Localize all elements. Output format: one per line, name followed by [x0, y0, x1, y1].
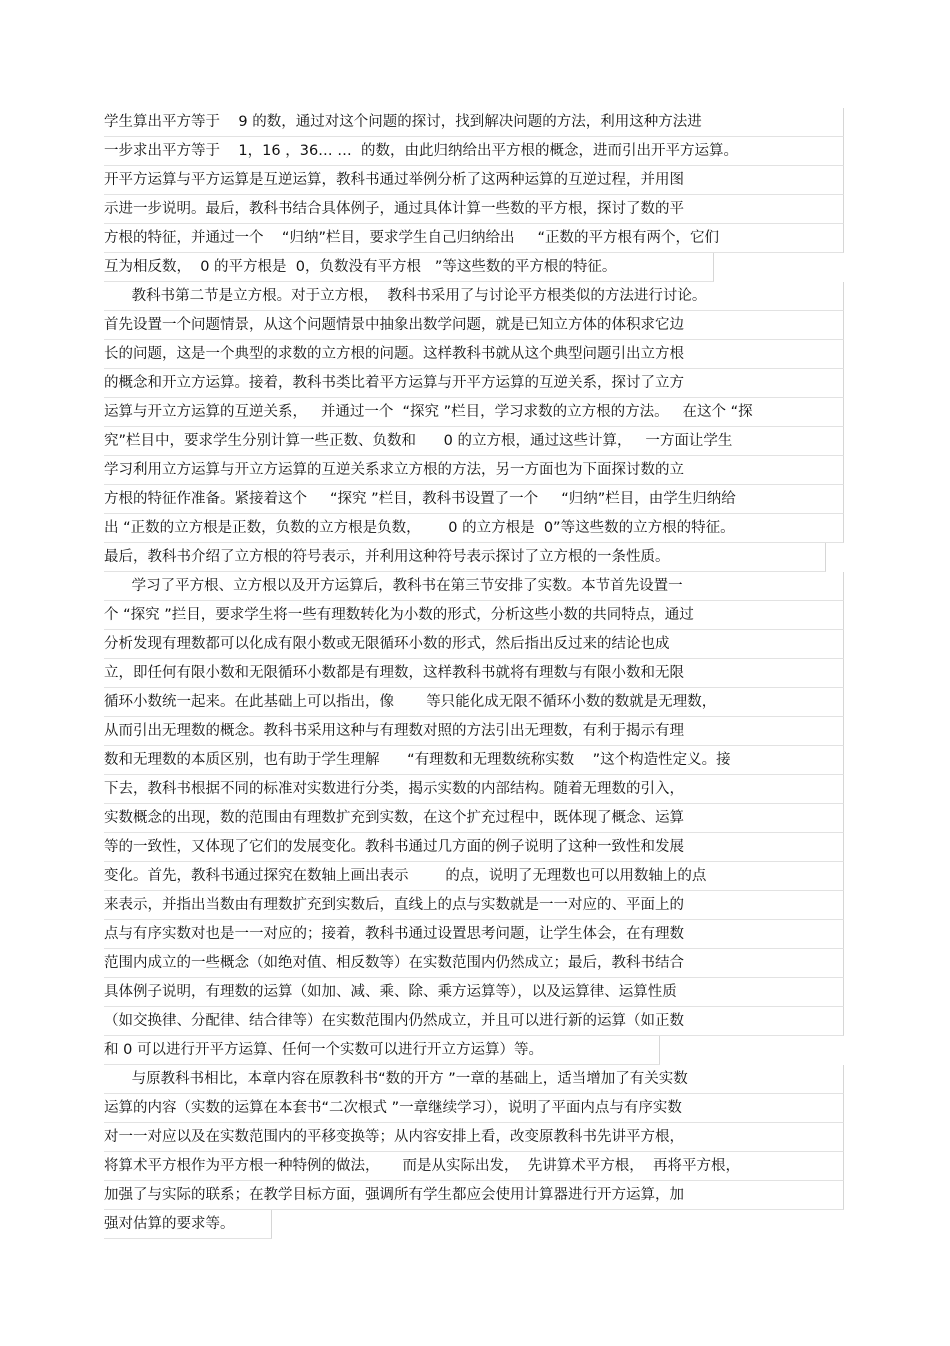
text-line: 的概念和开立方运算。接着，教科书类比着平方运算与开平方运算的互逆关系，探讨了立方 — [104, 369, 844, 398]
text-line: 立，即任何有限小数和无限循环小数都是有理数，这样教科书就将有理数与有限小数和无限 — [104, 659, 844, 688]
text-line: 与原教科书相比，本章内容在原教科书“数的开方 ”一章的基础上，适当增加了有关实数 — [104, 1065, 844, 1094]
text-line: 互为相反数， 0 的平方根是 0，负数没有平方根 ”等这些数的平方根的特征。 — [104, 253, 714, 282]
text-line: 学生算出平方等于 9 的数，通过对这个问题的探讨，找到解决问题的方法，利用这种方法进 — [104, 108, 844, 137]
text-line: 分析发现有理数都可以化成有限小数或无限循环小数的形式，然后指出反过来的结论也成 — [104, 630, 844, 659]
text-line: 教科书第二节是立方根。对于立方根， 教科书采用了与讨论平方根类似的方法进行讨论。 — [104, 282, 844, 311]
text-line: 方根的特征作准备。紧接着这个 “探究 ”栏目，教科书设置了一个 “归纳”栏目，由学生归纳给 — [104, 485, 844, 514]
text-line: 和 0 可以进行开平方运算、任何一个实数可以进行开立方运算）等。 — [104, 1036, 660, 1065]
text-line: 下去，教科书根据不同的标准对实数进行分类，揭示实数的内部结构。随着无理数的引入， — [104, 775, 844, 804]
text-line: 运算与开立方运算的互逆关系， 并通过一个 “探究 ”栏目，学习求数的立方根的方法。 在这个 “探 — [104, 398, 844, 427]
text-line: 具体例子说明，有理数的运算（如加、减、乘、除、乘方运算等），以及运算律、运算性质 — [104, 978, 844, 1007]
text-line: 运算的内容（实数的运算在本套书“二次根式 ”一章继续学习），说明了平面内点与有序实数 — [104, 1094, 844, 1123]
text-line: 示进一步说明。最后，教科书结合具体例子，通过具体计算一些数的平方根，探讨了数的平 — [104, 195, 844, 224]
text-line: 出 “正数的立方根是正数，负数的立方根是负数， 0 的立方根是 0”等这些数的立方根的特征。 — [104, 514, 844, 543]
text-line: 将算术平方根作为平方根一种特例的做法， 而是从实际出发， 先讲算术平方根， 再将平方根， — [104, 1152, 844, 1181]
text-line: 循环小数统一起来。在此基础上可以指出，像 等只能化成无限不循环小数的数就是无理数， — [104, 688, 844, 717]
text-line: 长的问题，这是一个典型的求数的立方根的问题。这样教科书就从这个典型问题引出立方根 — [104, 340, 844, 369]
text-line: 开平方运算与平方运算是互逆运算，教科书通过举例分析了这两种运算的互逆过程，并用图 — [104, 166, 844, 195]
text-line: 对一一对应以及在实数范围内的平移变换等；从内容安排上看，改变原教科书先讲平方根， — [104, 1123, 844, 1152]
text-line: 从而引出无理数的概念。教科书采用这种与有理数对照的方法引出无理数，有利于揭示有理 — [104, 717, 844, 746]
text-line: 学习了平方根、立方根以及开方运算后，教科书在第三节安排了实数。本节首先设置一 — [104, 572, 844, 601]
text-line: 最后，教科书介绍了立方根的符号表示，并利用这种符号表示探讨了立方根的一条性质。 — [104, 543, 826, 572]
text-line: 点与有序实数对也是一一对应的；接着，教科书通过设置思考问题，让学生体会，在有理数 — [104, 920, 844, 949]
text-line: 个 “探究 ”拦目，要求学生将一些有理数转化为小数的形式，分析这些小数的共同特点，通过 — [104, 601, 844, 630]
text-line: （如交换律、分配律、结合律等）在实数范围内仍然成立，并且可以进行新的运算（如正数 — [104, 1007, 844, 1036]
text-line: 学习利用立方运算与开立方运算的互逆关系求立方根的方法，另一方面也为下面探讨数的立 — [104, 456, 844, 485]
text-line: 实数概念的出现，数的范围由有理数扩充到实数，在这个扩充过程中，既体现了概念、运算 — [104, 804, 844, 833]
text-line: 数和无理数的本质区别，也有助于学生理解 “有理数和无理数统称实数 ”这个构造性定义。接 — [104, 746, 844, 775]
text-line: 加强了与实际的联系；在教学目标方面，强调所有学生都应会使用计算器进行开方运算，加 — [104, 1181, 844, 1210]
text-line: 一步求出平方等于 1，16 ，36… … 的数，由此归纳给出平方根的概念，进而引出开平方运算。 — [104, 137, 844, 166]
document-body — [104, 108, 844, 1239]
text-line: 强对估算的要求等。 — [104, 1210, 272, 1239]
text-line: 变化。首先，教科书通过探究在数轴上画出表示 的点，说明了无理数也可以用数轴上的点 — [104, 862, 844, 891]
text-line: 究”栏目中，要求学生分别计算一些正数、负数和 0 的立方根，通过这些计算， 一方面让学生 — [104, 427, 844, 456]
text-line: 来表示，并指出当数由有理数扩充到实数后，直线上的点与实数就是一一对应的、平面上的 — [104, 891, 844, 920]
text-line: 首先设置一个问题情景，从这个问题情景中抽象出数学问题，就是已知立方体的体积求它边 — [104, 311, 844, 340]
text-line: 范围内成立的一些概念（如绝对值、相反数等）在实数范围内仍然成立；最后，教科书结合 — [104, 949, 844, 978]
text-line: 方根的特征，并通过一个 “归纳”栏目，要求学生自己归纳给出 “正数的平方根有两个，它们 — [104, 224, 844, 253]
text-line: 等的一致性，又体现了它们的发展变化。教科书通过几方面的例子说明了这种一致性和发展 — [104, 833, 844, 862]
